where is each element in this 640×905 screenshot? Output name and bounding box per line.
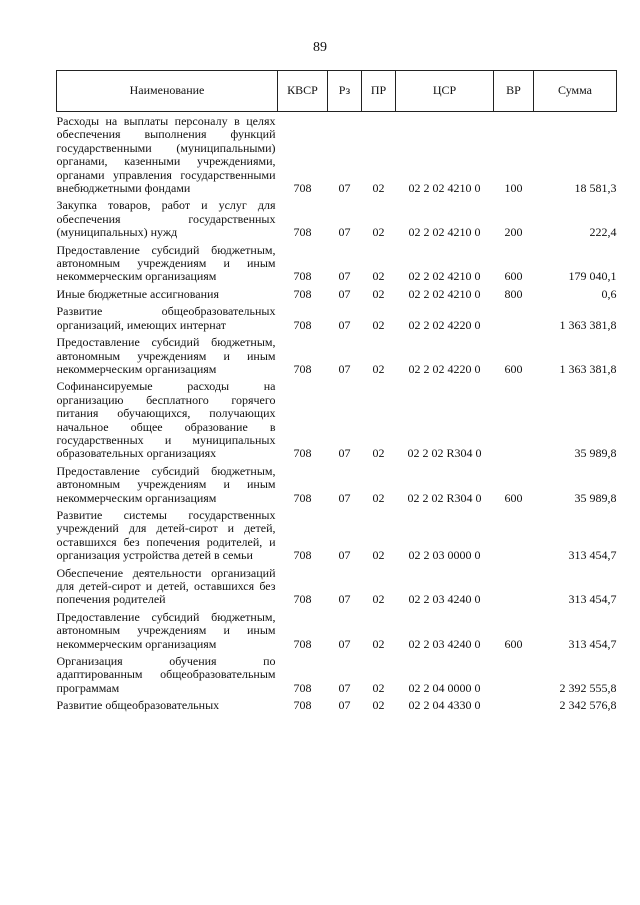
row-name: Расходы на выплаты персоналу в целях обеспечения выполнения функций государственными (муниципальными) органами, казенными учреждениями, органами управления государственными внебюджетными фондами [56, 114, 276, 196]
table-row [57, 696, 617, 713]
row-pr: 02 [372, 269, 385, 284]
row-rz: 07 [338, 490, 351, 505]
row-pr: 02 [372, 361, 385, 376]
page-number: 89 [313, 40, 327, 55]
table-row [57, 652, 617, 696]
row-kvsr: 708 [293, 446, 312, 461]
row-name: Софинансируемые расходы на организацию бесплатного горячего питания обучающихся, получающих начальное общее образование в государственных и муниципальных образовательных организациях [56, 379, 276, 461]
row-vr [494, 302, 534, 333]
header-rz: Рз [328, 71, 362, 112]
row-csr: 02 2 02 R304 0 [407, 446, 482, 461]
row-name: Предоставление субсидий бюджетным, автономным учреждениям и иным некоммерческим организациям [56, 335, 276, 376]
row-pr: 02 [372, 225, 385, 240]
row-vr: 600 [504, 490, 523, 505]
row-csr: 02 2 03 0000 0 [408, 548, 481, 563]
row-name: Иные бюджетные ассигнования [56, 286, 219, 301]
row-pr: 02 [372, 490, 385, 505]
row-name: Развитие общеобразовательных организаций, имеющих интернат [56, 304, 276, 332]
row-csr: 02 2 02 4210 0 [408, 225, 481, 240]
row-kvsr: 708 [293, 225, 312, 240]
row-sum: 2 342 576,8 [559, 698, 617, 713]
row-name: Обеспечение деятельности организаций для детей-сирот и детей, оставшихся без попечения родителей [56, 565, 276, 607]
row-sum: 222,4 [589, 225, 617, 240]
row-sum: 18 581,3 [574, 181, 617, 196]
row-rz: 07 [338, 317, 351, 332]
row-vr [494, 377, 534, 461]
row-vr [494, 506, 534, 564]
row-rz: 07 [338, 181, 351, 196]
row-csr: 02 2 02 4210 0 [408, 181, 481, 196]
row-rz: 07 [338, 592, 351, 607]
row-csr: 02 2 02 4210 0 [408, 269, 481, 284]
row-vr: 600 [504, 361, 523, 376]
row-pr: 02 [372, 286, 385, 301]
row-vr: 100 [504, 181, 523, 196]
row-name: Развитие общеобразовательных [56, 698, 220, 713]
row-sum: 1 363 381,8 [559, 361, 617, 376]
table-row [57, 285, 617, 302]
row-name: Развитие системы государственных учреждений для детей-сирот и детей, оставшихся без попечения родителей, и организация устройства детей в семьи [56, 507, 276, 563]
table-row [57, 608, 617, 652]
header-name: Наименование [57, 71, 278, 112]
row-csr: 02 2 03 4240 0 [408, 636, 481, 651]
row-vr [494, 652, 534, 696]
row-pr: 02 [372, 181, 385, 196]
header-vr: ВР [494, 71, 534, 112]
row-pr: 02 [372, 317, 385, 332]
row-csr: 02 2 02 4210 0 [408, 286, 481, 301]
row-kvsr: 708 [293, 698, 312, 713]
row-sum: 179 040,1 [568, 269, 617, 284]
row-pr: 02 [372, 548, 385, 563]
header-sum: Сумма [534, 71, 617, 112]
row-vr [494, 564, 534, 608]
row-pr: 02 [372, 446, 385, 461]
row-name: Предоставление субсидий бюджетным, автономным учреждениям и иным некоммерческим организациям [56, 463, 276, 505]
row-sum: 35 989,8 [574, 446, 617, 461]
table-row [57, 506, 617, 564]
row-rz: 07 [338, 698, 351, 713]
table-body [57, 112, 617, 714]
row-csr: 02 2 02 4220 0 [408, 361, 481, 376]
table-row [57, 302, 617, 333]
row-sum: 313 454,7 [568, 592, 617, 607]
header-csr: ЦСР [396, 71, 494, 112]
table-row [57, 196, 617, 240]
row-kvsr: 708 [293, 490, 312, 505]
row-csr: 02 2 04 4330 0 [408, 698, 481, 713]
row-rz: 07 [338, 680, 351, 695]
header-pr: ПР [362, 71, 396, 112]
row-sum: 0,6 [601, 286, 617, 301]
row-csr: 02 2 02 R304 0 [407, 490, 482, 505]
row-kvsr: 708 [293, 181, 312, 196]
row-kvsr: 708 [293, 286, 312, 301]
row-vr: 600 [504, 636, 523, 651]
row-name: Предоставление субсидий бюджетным, автономным учреждениям и иным некоммерческим организациям [56, 609, 276, 651]
row-sum: 1 363 381,8 [559, 317, 617, 332]
row-vr: 200 [504, 225, 523, 240]
row-rz: 07 [338, 446, 351, 461]
row-name: Организация обучения по адаптированным общеобразовательным программам [56, 654, 276, 695]
row-vr: 800 [504, 286, 523, 301]
row-rz: 07 [338, 269, 351, 284]
row-pr: 02 [372, 680, 385, 695]
row-kvsr: 708 [293, 680, 312, 695]
row-pr: 02 [372, 636, 385, 651]
header-kvsr: КВСР [278, 71, 328, 112]
row-vr [494, 696, 534, 713]
row-sum: 2 392 555,8 [559, 680, 617, 695]
row-kvsr: 708 [293, 636, 312, 651]
row-rz: 07 [338, 361, 351, 376]
budget-table [56, 70, 617, 714]
row-name: Предоставление субсидий бюджетным, автономным учреждениям и иным некоммерческим организациям [56, 242, 276, 284]
row-sum: 313 454,7 [568, 636, 617, 651]
row-sum: 35 989,8 [574, 490, 617, 505]
table-row [57, 112, 617, 197]
row-rz: 07 [338, 286, 351, 301]
row-kvsr: 708 [293, 592, 312, 607]
row-rz: 07 [338, 225, 351, 240]
row-csr: 02 2 02 4220 0 [408, 317, 481, 332]
table-row [57, 377, 617, 461]
table-row [57, 564, 617, 608]
row-sum: 313 454,7 [568, 548, 617, 563]
row-rz: 07 [338, 548, 351, 563]
table-row [57, 333, 617, 377]
row-kvsr: 708 [293, 548, 312, 563]
row-pr: 02 [372, 592, 385, 607]
table-row [57, 462, 617, 506]
table-row [57, 241, 617, 285]
row-csr: 02 2 04 0000 0 [408, 680, 481, 695]
table-header [57, 71, 617, 112]
row-pr: 02 [372, 698, 385, 713]
row-vr: 600 [504, 269, 523, 284]
row-kvsr: 708 [293, 317, 312, 332]
row-kvsr: 708 [293, 269, 312, 284]
row-name: Закупка товаров, работ и услуг для обеспечения государственных (муниципальных) нужд [56, 198, 276, 240]
row-csr: 02 2 03 4240 0 [408, 592, 481, 607]
row-rz: 07 [338, 636, 351, 651]
row-kvsr: 708 [293, 361, 312, 376]
